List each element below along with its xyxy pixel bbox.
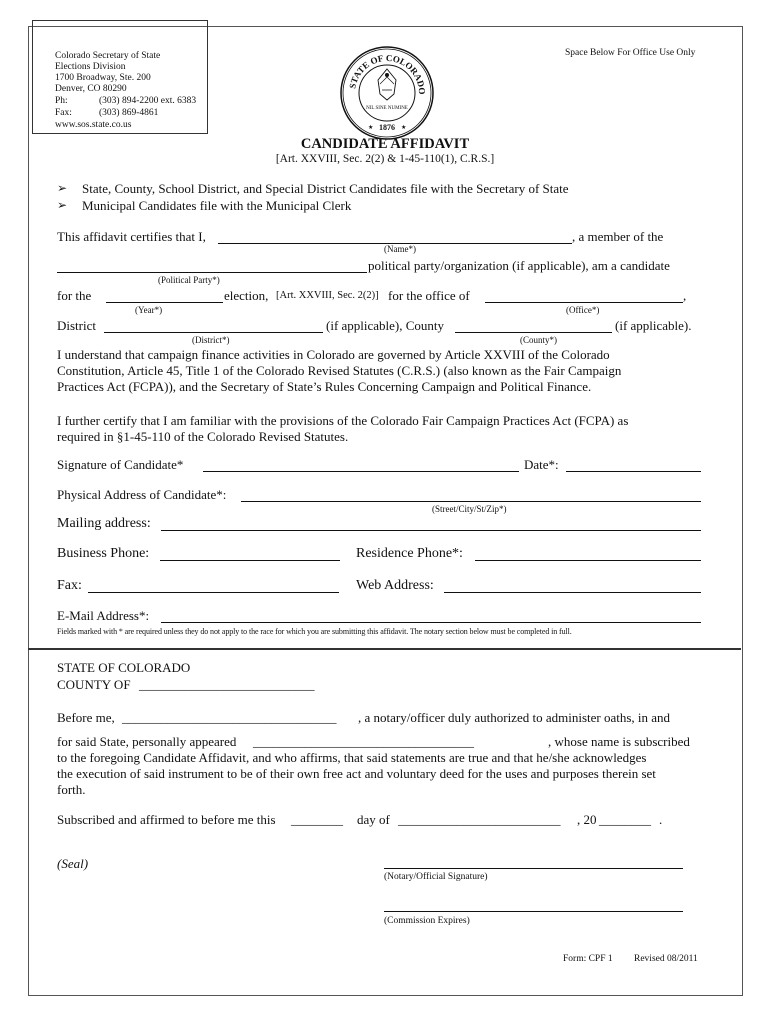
notary-state: STATE OF COLORADO <box>57 660 191 675</box>
notary-para-line: forth. <box>57 782 86 797</box>
year-prefix-label: , 20 <box>577 812 597 827</box>
day-of-label: day of <box>357 812 390 827</box>
cert-election: election, <box>224 288 269 303</box>
seal-star-left: ★ <box>368 125 374 131</box>
cert-art-citation: [Art. XXVIII, Sec. 2(2)] <box>276 290 379 301</box>
form-number: Form: CPF 1 <box>563 954 613 964</box>
date-label: Date*: <box>524 457 559 472</box>
form-page <box>28 26 743 996</box>
revision-date: Revised 08/2011 <box>634 954 698 964</box>
commission-expires-field[interactable] <box>384 911 683 912</box>
seal-label: (Seal) <box>57 856 89 871</box>
notary-before-label: Before me, <box>57 710 115 725</box>
notary-county-field[interactable]: ___________________________ <box>139 677 315 692</box>
date-field[interactable] <box>566 471 701 472</box>
subscribed-label: Subscribed and affirmed to before me this <box>57 812 276 827</box>
notary-para-line: the execution of said instrument to be of their own free act and voluntary deed for the uses and purposes therein set <box>57 766 656 781</box>
form-title: CANDIDATE AFFIDAVIT <box>300 136 470 152</box>
para1-line: Constitution, Article 45, Title 1 of the Colorado Revised Statutes (C.R.S.) (also known as the Fair Campaign <box>57 363 622 378</box>
fax-field[interactable] <box>88 592 339 593</box>
office-caption: (Office*) <box>566 305 600 315</box>
para1-line: Practices Act (FCPA)), and the Secretary of State’s Rules Concerning Campaign and Political Finance. <box>57 379 592 394</box>
para2-line: I further certify that I am familiar with the provisions of the Colorado Fair Campaign Practices Act (FCPA) as <box>57 413 629 428</box>
cert-member: , a member of the <box>572 229 664 244</box>
seal-year: 1876 <box>379 123 395 132</box>
day-field[interactable]: ________ <box>291 812 343 827</box>
bullet-item: Municipal Candidates file with the Municipal Clerk <box>82 198 352 213</box>
appeared-name-field[interactable]: __________________________________ <box>253 734 474 749</box>
seal-top-text: STATE OF COLORADO <box>347 52 428 95</box>
section-divider <box>28 648 741 650</box>
cert-if-applicable: (if applicable). <box>615 318 692 333</box>
cert-for-the: for the <box>57 288 92 303</box>
signature-field[interactable] <box>203 471 519 472</box>
year-field[interactable] <box>106 302 223 303</box>
form-citation: [Art. XXVIII, Sec. 2(2) & 1-45-110(1), C.R.S.] <box>275 153 495 165</box>
district-caption: (District*) <box>192 335 230 345</box>
office-line-4: Denver, CO 80290 <box>55 84 127 94</box>
email-label: E-Mail Address*: <box>57 608 150 623</box>
bullet-arrow-icon: ➢ <box>57 181 68 195</box>
commission-caption: (Commission Expires) <box>384 916 470 926</box>
bullet-item: State, County, School District, and Special District Candidates file with the Secretary of State <box>82 181 569 196</box>
mailing-address-field[interactable] <box>161 530 701 531</box>
seal-star-right: ★ <box>401 125 407 131</box>
party-caption: (Political Party*) <box>158 275 220 285</box>
cert-comma: , <box>683 288 687 303</box>
cert-party-text: political party/organization (if applicable), am a candidate <box>368 258 670 273</box>
mailing-address-label: Mailing address: <box>57 516 151 531</box>
web-address-label: Web Address: <box>356 578 434 593</box>
fax-label: Fax: <box>55 108 72 118</box>
para1-line: I understand that campaign finance activities in Colorado are governed by Article XXVIII of the Colorado <box>57 347 610 362</box>
notary-appeared-label: for said State, personally appeared <box>57 734 237 749</box>
phone-label: Ph: <box>55 96 68 106</box>
signature-label: Signature of Candidate* <box>57 457 184 472</box>
month-field[interactable]: _________________________ <box>398 812 561 827</box>
residence-phone-label: Residence Phone*: <box>356 546 463 561</box>
office-web: www.sos.state.co.us <box>55 120 132 130</box>
notary-para-line: to the foregoing Candidate Affidavit, and who affirms, that said statements are true and that he/she acknowledges <box>57 750 647 765</box>
state-seal <box>338 44 436 142</box>
physical-address-label: Physical Address of Candidate*: <box>57 487 227 502</box>
cert-district: District <box>57 318 96 333</box>
county-caption: (County*) <box>520 335 557 345</box>
web-address-field[interactable] <box>444 592 701 593</box>
district-field[interactable] <box>104 332 323 333</box>
cert-intro: This affidavit certifies that I, <box>57 229 206 244</box>
office-line-1: Colorado Secretary of State <box>55 51 161 61</box>
cert-office-of: for the office of <box>388 288 470 303</box>
business-phone-field[interactable] <box>160 560 340 561</box>
year-caption: (Year*) <box>135 305 163 315</box>
office-use-label: Space Below For Office Use Only <box>565 48 696 58</box>
notary-signature-field[interactable] <box>384 868 683 869</box>
bullet-arrow-icon: ➢ <box>57 198 68 212</box>
physical-address-field[interactable] <box>241 501 701 502</box>
notary-county-label: COUNTY OF <box>57 677 131 692</box>
email-field[interactable] <box>161 622 701 623</box>
fax-field-label: Fax: <box>57 578 82 593</box>
cert-county: (if applicable), County <box>326 318 445 333</box>
name-caption: (Name*) <box>384 244 416 254</box>
county-field[interactable] <box>455 332 612 333</box>
subscribed-period: . <box>659 812 663 827</box>
phone-value: (303) 894-2200 ext. 6383 <box>99 96 197 106</box>
office-line-3: 1700 Broadway, Ste. 200 <box>55 73 151 83</box>
fax-value: (303) 869-4861 <box>99 108 159 118</box>
notary-before-text: , a notary/officer duly authorized to administer oaths, in and <box>358 710 671 725</box>
year-suffix-field[interactable]: ________ <box>599 812 651 827</box>
office-field[interactable] <box>485 302 683 303</box>
business-phone-label: Business Phone: <box>57 546 150 561</box>
party-field[interactable] <box>57 272 367 273</box>
street-caption: (Street/City/St/Zip*) <box>432 504 507 514</box>
office-line-2: Elections Division <box>55 62 126 72</box>
seal-motto: NIL SINE NUMINE <box>366 106 408 111</box>
para2-line: required in §1-45-110 of the Colorado Revised Statutes. <box>57 429 349 444</box>
notary-subscribed-text: , whose name is subscribed <box>548 734 690 749</box>
notary-name-field[interactable]: _________________________________ <box>122 710 337 725</box>
required-note: Fields marked with * are required unless they do not apply to the race for which you are submitting this affidavit. The notary section below must be completed in full. <box>57 627 572 636</box>
notary-signature-caption: (Notary/Official Signature) <box>384 872 488 882</box>
residence-phone-field[interactable] <box>475 560 701 561</box>
